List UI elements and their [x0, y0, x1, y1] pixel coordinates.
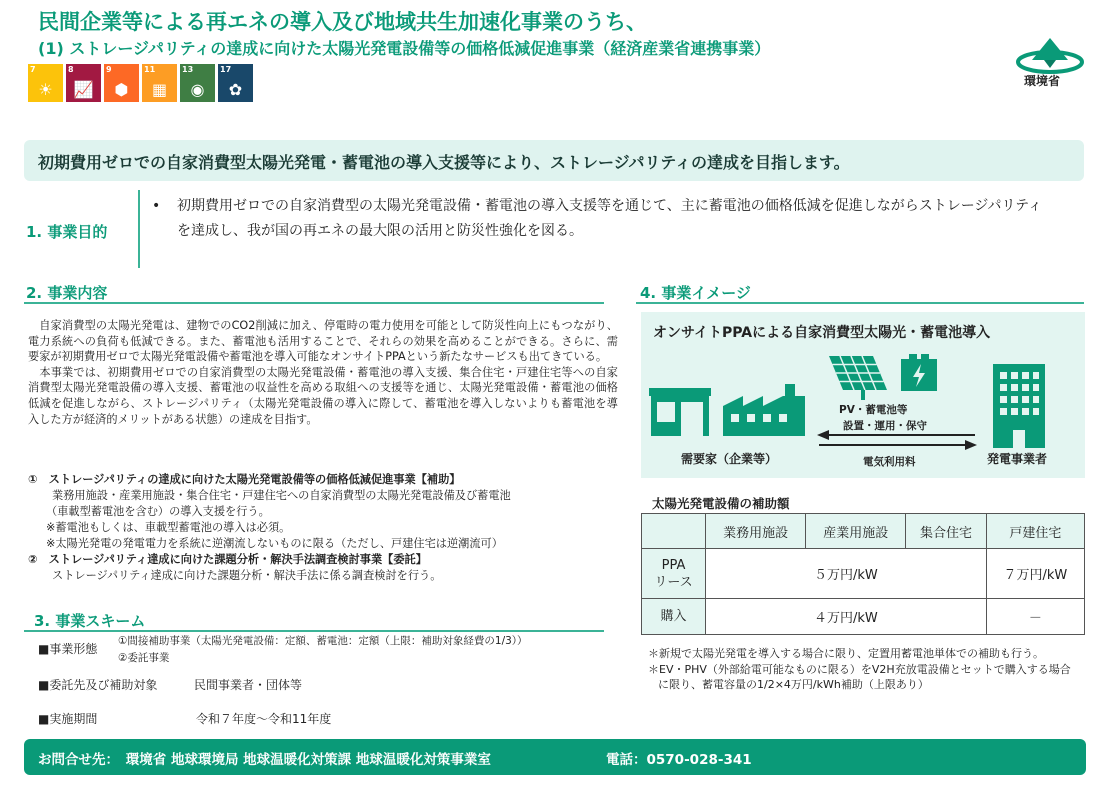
section-2-body [28, 318, 618, 427]
table-header-cell: 業務用施設 [706, 514, 806, 549]
table-notes [648, 646, 1078, 693]
subsidy-table [641, 513, 1085, 635]
cubes-icon: ⬢ [114, 80, 129, 99]
table-cell-shared: ４万円/kW [706, 599, 987, 635]
sdg-number: 17 [220, 65, 232, 74]
purpose-text: 初期費用ゼロでの自家消費型の太陽光発電設備・蓄電池の導入支援等を通じて、主に蓄電池の価格低減を促進しながらストレージパリティを達成し、我が国の再エネの最大限の活用と防災性強化を図る。 [177, 198, 1043, 239]
note-1: ＊新規で太陽光発電を導入する場合に限り、定置用蓄電池単体での補助も行う。 [648, 647, 1044, 660]
sdg-goal-17-tile [218, 64, 253, 102]
power-company-building-icon [993, 364, 1045, 448]
row-header-ppa-lease [642, 549, 706, 599]
sdg-goal-11-tile [142, 64, 177, 102]
section-4-underline [636, 302, 1084, 304]
solar-panel-icon [827, 354, 889, 400]
table-header-cell: 集合住宅 [906, 514, 986, 549]
provider-label: 発電事業者 [987, 452, 1048, 466]
ministry-logo-label: 環境省 [1024, 74, 1061, 88]
factory-icon [723, 382, 805, 436]
subsidy-table-title: 太陽光発電設備の補助額 [652, 496, 790, 511]
row-header-line-2: リース [654, 574, 693, 590]
page-subtitle: (1) ストレージパリティの達成に向けた太陽光発電設備等の価格低減促進事業（経済産業省連携事業） [38, 39, 771, 58]
section-1-divider [138, 190, 140, 268]
scheme-target-value: 民間事業者・団体等 [194, 678, 303, 692]
bullet: • [152, 198, 161, 214]
section-3-underline [24, 630, 604, 632]
city-icon: ▦ [151, 80, 168, 99]
note-2: ＊EV・PHV（外部給電可能なものに限る）をV2H充放電設備とセットで購入する場合に限り、蓄電容量の1/2×4万円/kWh補助（上限あり） [648, 662, 1071, 691]
sdg-goal-9-tile [104, 64, 139, 102]
scheme-target-label: ■委託先及び補助対象 [38, 678, 158, 692]
sdg-goal-13-tile [180, 64, 215, 102]
arrow-label-top-line-1: PV・蓄電池等 [839, 404, 908, 416]
content-paragraph-1: 自家消費型の太陽光発電は、建物でのCO2削減に加え、停電時の電力使用を可能として防災性向上にもつながり、電力系統への負荷も低減できる。また、蓄電池も活用することで、それらの効果を高めることができる。さらに、需要家が初期費用ゼロで太陽光発電設備や蓄電池を導入可能なオンサイトPPAという新たなサービスも出てきている。 [28, 319, 618, 364]
battery-icon [899, 354, 939, 394]
item-2-title: ② ストレージパリティ達成に向けた課題分析・解決手法調査検討事業【委託】 [28, 553, 427, 566]
rings-icon: ✿ [228, 80, 243, 99]
table-cell-house: － [986, 599, 1084, 635]
scheme-type-value-1: ①間接補助事業（太陽光発電設備：定額、蓄電池：定額（上限：補助対象経費の1/3）） [118, 635, 528, 647]
section-1-purpose [152, 194, 1052, 244]
customer-label: 需要家（企業等） [681, 452, 778, 466]
table-header-row [642, 514, 1085, 549]
business-image-title: オンサイトPPAによる自家消費型太陽光・蓄電池導入 [653, 325, 991, 341]
item-2-line-1: ストレージパリティ達成に向けた課題分析・解決手法に係る調査検討を行う。 [52, 569, 442, 582]
table-header-cell [642, 514, 706, 549]
contact-footer [24, 739, 1086, 775]
sdg-goal-7-tile [28, 64, 63, 102]
scheme-type-label: ■事業形態 [38, 642, 98, 656]
summary-banner-text: 初期費用ゼロでの自家消費型太陽光発電・蓄電池の導入支援等により、ストレージパリティの達成を目指します。 [38, 153, 850, 172]
item-1-line-1: 業務用施設・産業用施設・集合住宅・戸建住宅への自家消費型の太陽光発電設備及び蓄電池 [52, 489, 511, 502]
section-2-heading: 2. 事業内容 [26, 284, 108, 302]
item-1-note-1: ※蓄電池もしくは、車載型蓄電池の導入は必須。 [46, 521, 291, 534]
item-1-note-2: ※太陽光発電の発電電力を系統に逆潮流しないものに限る（ただし、戸建住宅は逆潮流可） [46, 537, 503, 550]
scheme-type-value-2: ②委託事業 [118, 652, 170, 664]
content-paragraph-2: 本事業では、初期費用ゼロでの自家消費型の太陽光発電設備・蓄電池の導入支援、集合住宅・戸建住宅等への自家消費型太陽光発電設備の導入支援、蓄電池の収益性を高める取組への支援等を通じ、太陽光発電設備・蓄電池の価格低減を促進しながら、ストレージパリティ（太陽光発電設備の導入に際して、蓄電池を導入しないよりも蓄電池を導入した方が経済的メリットがある状態）の達成を目指す。 [28, 365, 618, 426]
row-header-line-1: PPA [661, 557, 686, 573]
table-row [642, 599, 1085, 635]
table-header-cell: 戸建住宅 [986, 514, 1084, 549]
sdg-goal-8-tile [66, 64, 101, 102]
table-cell-house: ７万円/kW [986, 549, 1084, 599]
sdg-number: 8 [68, 65, 74, 74]
row-header-purchase: 購入 [642, 599, 706, 635]
item-1-line-2: （車載型蓄電池を含む）の導入支援を行う。 [46, 505, 270, 518]
eye-earth-icon: ◉ [190, 80, 205, 99]
table-row [642, 549, 1085, 599]
section-4-heading: 4. 事業イメージ [640, 284, 751, 302]
summary-banner [24, 140, 1084, 181]
arrow-label-top-line-2: 設置・運用・保守 [843, 420, 927, 432]
sdg-number: 11 [144, 65, 156, 74]
store-icon [649, 386, 711, 436]
contact-info: お問合せ先： 環境省 地球環境局 地球温暖化対策課 地球温暖化対策事業室 [38, 752, 491, 768]
arrow-label-bottom: 電気利用料 [863, 456, 916, 468]
sun-icon: ☀ [38, 80, 53, 99]
scheme-period-value: 令和７年度～令和11年度 [196, 712, 332, 726]
growth-chart-icon: 📈 [73, 80, 94, 99]
sdgs-icons [28, 64, 253, 102]
section-2-underline [24, 302, 604, 304]
sdg-number: 9 [106, 65, 112, 74]
business-image-panel [641, 312, 1085, 478]
section-3-heading: 3. 事業スキーム [34, 612, 146, 630]
sdg-number: 7 [30, 65, 36, 74]
table-cell-shared: ５万円/kW [706, 549, 987, 599]
contact-phone: 電話：0570-028-341 [606, 752, 752, 768]
scheme-period-label: ■実施期間 [38, 712, 98, 726]
two-way-arrow-icon [817, 430, 977, 450]
sdg-number: 13 [182, 65, 194, 74]
section-1-heading: 1. 事業目的 [26, 223, 108, 241]
page-title: 民間企業等による再エネの導入及び地域共生加速化事業のうち、 [38, 10, 647, 34]
item-1-title: ① ストレージパリティの達成に向けた太陽光発電設備等の価格低減促進事業【補助】 [28, 473, 461, 486]
table-header-cell: 産業用施設 [806, 514, 906, 549]
